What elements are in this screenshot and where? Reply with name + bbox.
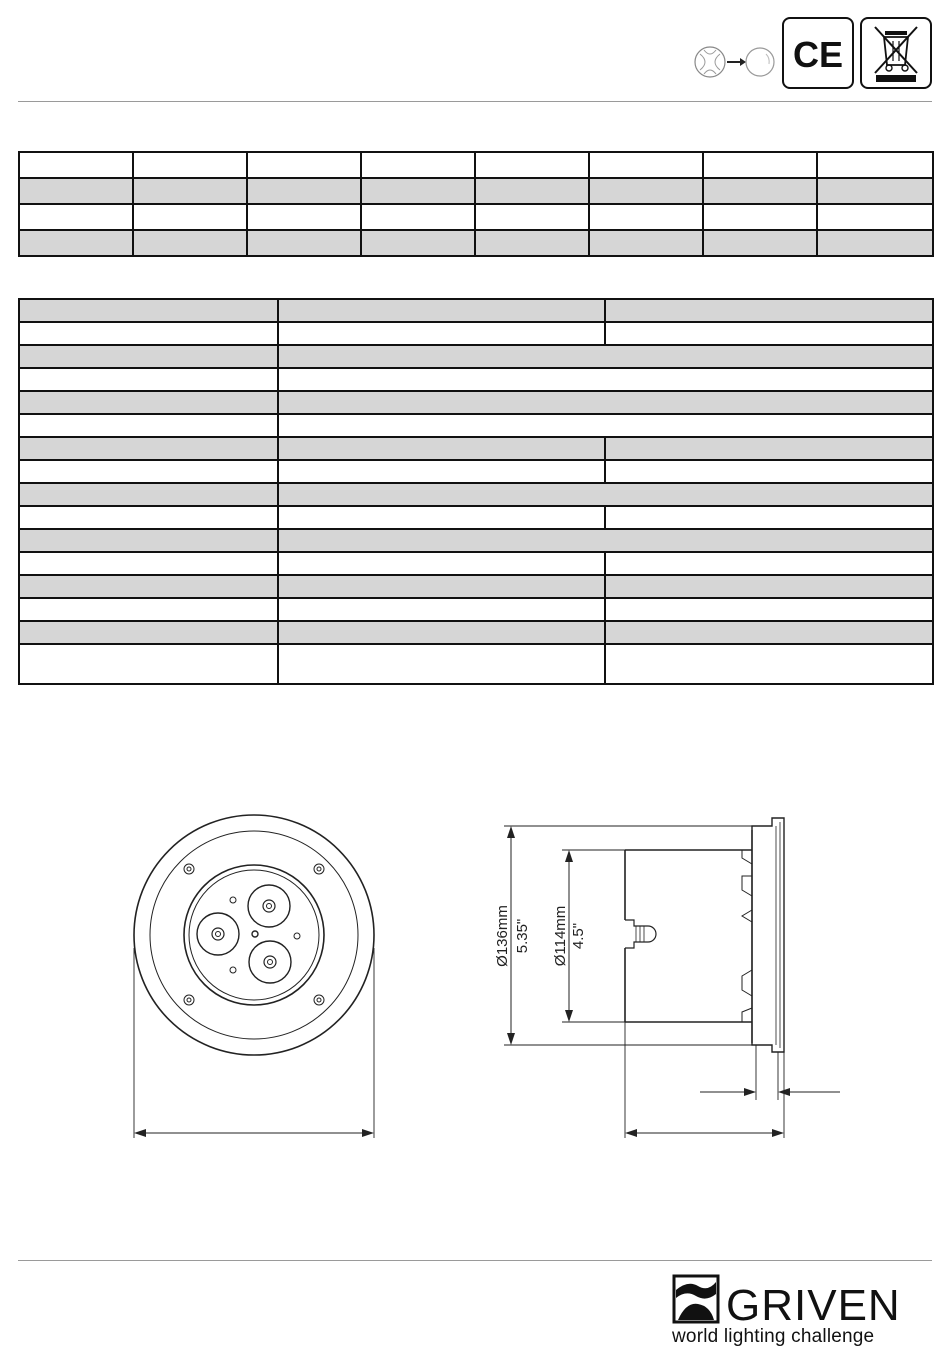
table-row [19, 483, 933, 506]
weee-bin-icon [860, 17, 932, 94]
table-row [19, 368, 933, 391]
griven-logo [670, 1268, 935, 1350]
table-row [19, 552, 933, 575]
table-row [19, 506, 933, 529]
table-row [19, 644, 933, 684]
specs-table [18, 298, 934, 685]
inner-diameter-in-label: 4.5" [570, 922, 587, 950]
outer-diameter-in-label: 5.35" [514, 918, 531, 954]
front-view-drawing [134, 815, 374, 1138]
table-row [19, 152, 933, 178]
technical-drawing [0, 780, 950, 1160]
table-row [19, 230, 933, 256]
table-row [19, 414, 933, 437]
table-row [19, 204, 933, 230]
table-row [19, 437, 933, 460]
table-row [19, 598, 933, 621]
table-row [19, 621, 933, 644]
griven-logo-mark-icon [674, 1276, 718, 1322]
footer-divider [18, 1260, 932, 1261]
table-row [19, 299, 933, 322]
table-row [19, 178, 933, 204]
svg-text:CE: CE [792, 34, 844, 75]
svg-text:GRIVEN: GRIVEN [726, 1281, 901, 1330]
ce-mark-icon [782, 17, 854, 94]
svg-text:world lighting challenge: world lighting challenge [672, 1326, 875, 1347]
table-row [19, 460, 933, 483]
table-row [19, 575, 933, 598]
ratings-table [18, 151, 934, 257]
header-divider [18, 101, 932, 102]
table-row [19, 345, 933, 368]
table-row [19, 391, 933, 414]
inner-diameter-mm-label: Ø114mm [552, 905, 569, 967]
table-row [19, 529, 933, 552]
table-row [19, 322, 933, 345]
outer-diameter-mm-label: Ø136mm [494, 905, 511, 967]
